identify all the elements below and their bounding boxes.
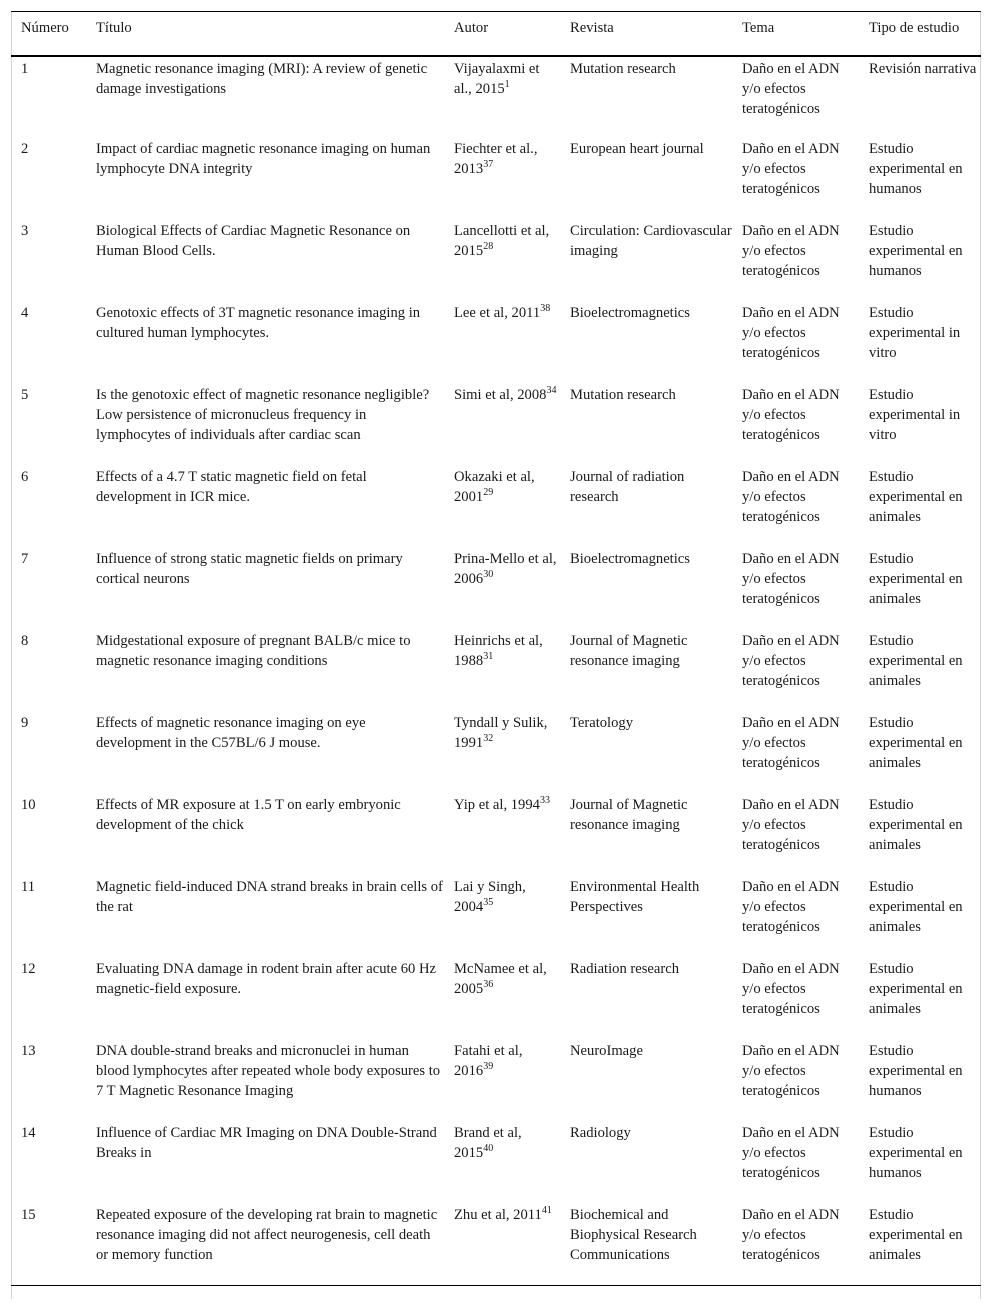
author-text: Fiechter et al., 2013 [454,140,538,177]
cell-numero: 1 [21,60,29,77]
cell-autor [444,712,560,794]
cell-numero: 12 [21,960,36,977]
cell-tema: Daño en el ADN y/o efectos teratogénicos [742,222,840,279]
author-text: Simi et al, 2008 [454,386,547,403]
cell-titulo: Effects of a 4.7 T static magnetic field on fetal development in ICR mice. [96,468,367,505]
author-text: Okazaki et al, 2001 [454,468,535,505]
table-row [11,1204,981,1286]
cell-titulo: Biological Effects of Cardiac Magnetic Resonance on Human Blood Cells. [96,222,411,259]
cell-tipo-estudio: Revisión narrativa [869,60,977,77]
cell-autor [444,1122,560,1204]
cell-titulo: Evaluating DNA damage in rodent brain after acute 60 Hz magnetic-field exposure. [96,960,436,997]
table-row [11,220,981,302]
cell-numero: 5 [21,386,29,403]
reference-number: 33 [539,794,550,806]
reference-number: 35 [483,896,494,908]
reference-number: 39 [483,1060,494,1072]
cell-titulo: Influence of Cardiac MR Imaging on DNA Double-Strand Breaks in [96,1124,437,1161]
cell-tema: Daño en el ADN y/o efectos teratogénicos [742,1206,840,1263]
reference-number: 30 [483,568,494,580]
cell-autor [444,876,560,958]
cell-revista: Bioelectromagnetics [570,304,690,321]
reference-number: 41 [541,1204,552,1216]
studies-table [11,11,981,1286]
author-text: Heinrichs et al, 1988 [454,632,543,669]
cell-numero: 15 [21,1206,36,1223]
cell-titulo: Genotoxic effects of 3T magnetic resonance imaging in cultured human lymphocytes. [96,304,421,341]
cell-tema: Daño en el ADN y/o efectos teratogénicos [742,304,840,361]
cell-titulo: Repeated exposure of the developing rat brain to magnetic resonance imaging did not affect neurogenesis, cell death or memory function [96,1206,438,1263]
cell-numero: 10 [21,796,36,813]
author-text: Brand et al, 2015 [454,1124,522,1161]
header-revista: Revista [560,12,732,56]
table-row [11,138,981,220]
author-text: Vijayalaxmi et al., 2015 [454,60,540,97]
cell-titulo: Is the genotoxic effect of magnetic resonance negligible? Low persistence of micronucleus frequency in lymphocytes of individuals after cardiac scan [96,386,430,443]
cell-titulo: Effects of MR exposure at 1.5 T on early embryonic development of the chick [96,796,401,833]
cell-tipo-estudio: Estudio experimental en animales [869,468,963,525]
cell-numero: 14 [21,1124,36,1141]
reference-number: 31 [483,650,494,662]
table-row [11,958,981,1040]
cell-numero: 3 [21,222,29,239]
cell-autor [444,1204,560,1286]
cell-titulo: DNA double-strand breaks and micronuclei in human blood lymphocytes after repeated whole body exposures to 7 T Magnetic Resonance Imaging [96,1042,441,1099]
cell-titulo: Midgestational exposure of pregnant BALB/c mice to magnetic resonance imaging conditions [96,632,411,669]
author-text: McNamee et al, 2005 [454,960,547,997]
cell-tema: Daño en el ADN y/o efectos teratogénicos [742,468,840,525]
cell-revista: Radiation research [570,960,679,977]
cell-tema: Daño en el ADN y/o efectos teratogénicos [742,878,840,935]
author-text: Zhu et al, 2011 [454,1206,542,1223]
table-row [11,712,981,794]
reference-number: 29 [483,486,494,498]
table-row [11,548,981,630]
cell-tipo-estudio: Estudio experimental en animales [869,714,963,771]
author-text: Tyndall y Sulik, 1991 [454,714,548,751]
cell-autor [444,548,560,630]
cell-autor [444,958,560,1040]
cell-autor [444,466,560,548]
cell-tema: Daño en el ADN y/o efectos teratogénicos [742,960,840,1017]
table-row [11,1122,981,1204]
cell-autor [444,302,560,384]
cell-tipo-estudio: Estudio experimental in vitro [869,386,961,443]
table-row [11,56,981,138]
cell-tipo-estudio: Estudio experimental en humanos [869,1042,963,1099]
cell-revista: Mutation research [570,60,676,77]
table-row [11,794,981,876]
header-titulo: Título [86,12,444,56]
cell-titulo: Magnetic field-induced DNA strand breaks in brain cells of the rat [96,878,443,915]
cell-numero: 7 [21,550,29,567]
author-text: Lai y Singh, 2004 [454,878,526,915]
cell-numero: 8 [21,632,29,649]
author-text: Yip et al, 1994 [454,796,540,813]
cell-revista: Circulation: Cardiovascular imaging [570,222,732,259]
cell-revista: Journal of Magnetic resonance imaging [570,796,688,833]
cell-revista: Mutation research [570,386,676,403]
cell-tema: Daño en el ADN y/o efectos teratogénicos [742,386,840,443]
cell-numero: 11 [21,878,36,895]
table-row [11,1040,981,1122]
cell-revista: Journal of radiation research [570,468,685,505]
reference-number: 37 [483,158,494,170]
author-text: Fatahi et al, 2016 [454,1042,523,1079]
cell-tipo-estudio: Estudio experimental en animales [869,550,963,607]
cell-numero: 13 [21,1042,36,1059]
cell-tema: Daño en el ADN y/o efectos teratogénicos [742,1042,840,1099]
reference-number: 32 [483,732,494,744]
cell-tipo-estudio: Estudio experimental en animales [869,796,963,853]
cell-tipo-estudio: Estudio experimental en animales [869,1206,963,1263]
table-header-row [11,12,981,56]
cell-tema: Daño en el ADN y/o efectos teratogénicos [742,714,840,771]
table-row [11,630,981,712]
cell-titulo: Impact of cardiac magnetic resonance imaging on human lymphocyte DNA integrity [96,140,431,177]
cell-autor [444,630,560,712]
cell-revista: Radiology [570,1124,631,1141]
reference-number: 38 [540,302,551,314]
cell-revista: Bioelectromagnetics [570,550,690,567]
author-text: Lancellotti et al, 2015 [454,222,550,259]
cell-tema: Daño en el ADN y/o efectos teratogénicos [742,632,840,689]
table-row [11,384,981,466]
author-text: Lee et al, 2011 [454,304,541,321]
cell-tipo-estudio: Estudio experimental en humanos [869,222,963,279]
table-row [11,302,981,384]
cell-numero: 4 [21,304,29,321]
header-tipo-estudio: Tipo de estudio [859,12,981,56]
reference-number: 1 [504,78,510,90]
cell-revista: European heart journal [570,140,704,157]
cell-autor [444,794,560,876]
reference-number: 40 [483,1142,494,1154]
cell-revista: NeuroImage [570,1042,643,1059]
cell-revista: Journal of Magnetic resonance imaging [570,632,688,669]
cell-revista: Environmental Health Perspectives [570,878,700,915]
cell-tipo-estudio: Estudio experimental en animales [869,632,963,689]
header-numero: Número [11,12,86,56]
cell-autor [444,384,560,466]
cell-tema: Daño en el ADN y/o efectos teratogénicos [742,140,840,197]
cell-tema: Daño en el ADN y/o efectos teratogénicos [742,1124,840,1181]
cell-tema: Daño en el ADN y/o efectos teratogénicos [742,796,840,853]
cell-autor [444,56,560,138]
cell-tipo-estudio: Estudio experimental en animales [869,878,963,935]
header-tema: Tema [732,12,859,56]
cell-revista: Biochemical and Biophysical Research Communications [570,1206,697,1263]
reference-number: 28 [483,240,494,252]
table-row [11,876,981,958]
cell-numero: 9 [21,714,29,731]
cell-numero: 2 [21,140,29,157]
cell-autor [444,220,560,302]
cell-tipo-estudio: Estudio experimental en humanos [869,1124,963,1181]
author-text: Prina-Mello et al, 2006 [454,550,557,587]
reference-number: 36 [483,978,494,990]
reference-number: 34 [546,384,557,396]
cell-tema: Daño en el ADN y/o efectos teratogénicos [742,60,840,117]
cell-titulo: Influence of strong static magnetic fields on primary cortical neurons [96,550,403,587]
cell-tipo-estudio: Estudio experimental in vitro [869,304,961,361]
cell-numero: 6 [21,468,29,485]
table-row [11,466,981,548]
cell-autor [444,138,560,220]
cell-titulo: Magnetic resonance imaging (MRI): A review of genetic damage investigations [96,60,428,97]
cell-tema: Daño en el ADN y/o efectos teratogénicos [742,550,840,607]
table-body [11,56,981,1286]
cell-titulo: Effects of magnetic resonance imaging on eye development in the C57BL/6 J mouse. [96,714,366,751]
cell-tipo-estudio: Estudio experimental en humanos [869,140,963,197]
cell-tipo-estudio: Estudio experimental en animales [869,960,963,1017]
header-autor: Autor [444,12,560,56]
cell-autor [444,1040,560,1122]
cell-revista: Teratology [570,714,634,731]
